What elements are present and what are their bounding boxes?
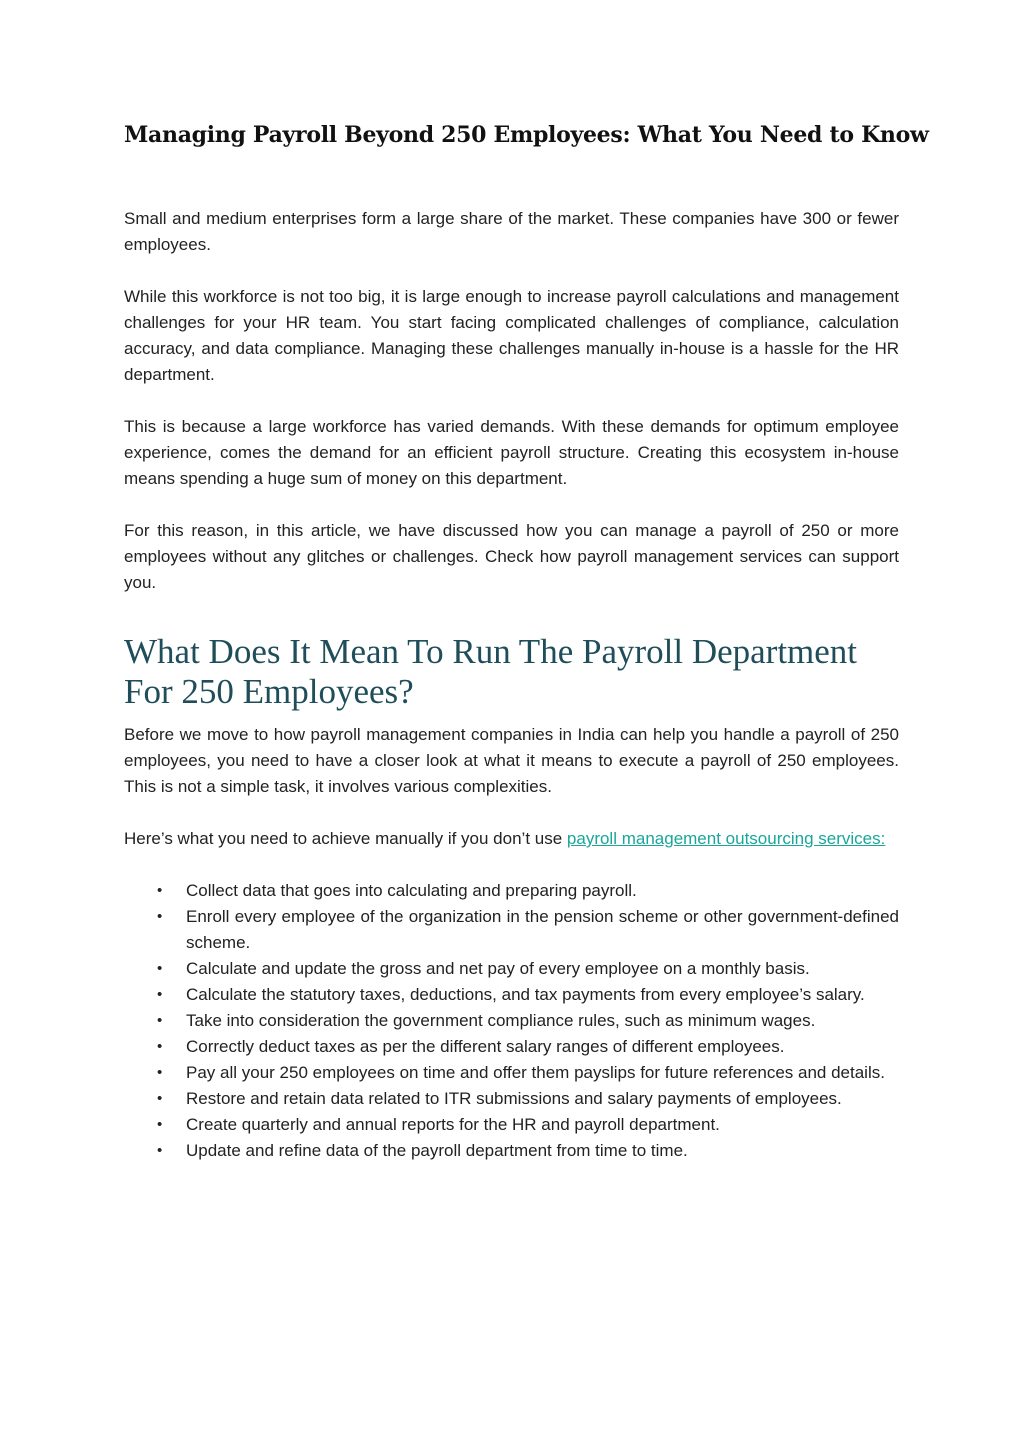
list-item [124, 1086, 899, 1112]
list-item-text: Calculate and update the gross and net pay of every employee on a monthly basis. [186, 959, 810, 978]
link-paragraph [124, 826, 899, 852]
document-title: Managing Payroll Beyond 250 Employees: What You Need to Know [124, 122, 929, 148]
list-item-text: Collect data that goes into calculating and preparing payroll. [186, 881, 637, 900]
list-item-text: Calculate the statutory taxes, deductions, and tax payments from every employee’s salary. [186, 985, 865, 1004]
intro-paragraph-2: While this workforce is not too big, it is large enough to increase payroll calculations and management challenges for your HR team. You start facing complicated challenges of compliance, calculation accuracy, and data compliance. Managing these challenges manually in-house is a hassle for the HR department. [124, 287, 899, 384]
payroll-outsourcing-link[interactable]: payroll management outsourcing services: [566, 829, 886, 848]
section-paragraph: Before we move to how payroll management companies in India can help you handle a payroll of 250 employees, you need to have a closer look at what it means to execute a payroll of 250 employees. This is not a simple task, it involves various complexities. [124, 725, 899, 796]
bullet-icon: • [157, 1116, 163, 1133]
list-item-text: Take into consideration the government compliance rules, such as minimum wages. [186, 1011, 816, 1030]
intro-paragraph-1: Small and medium enterprises form a large share of the market. These companies have 300 or fewer employees. [124, 209, 899, 254]
list-item [124, 1112, 899, 1138]
bullet-icon: • [157, 1012, 163, 1029]
list-item-text: Enroll every employee of the organization in the pension scheme or other government-defined scheme. [186, 907, 899, 952]
bullet-icon: • [157, 1090, 163, 1107]
list-item [124, 982, 899, 1008]
link-lead-text: Here’s what you need to achieve manually if you don’t use [124, 829, 567, 848]
list-item [124, 1008, 899, 1034]
list-item [124, 904, 899, 956]
list-item-text: Create quarterly and annual reports for the HR and payroll department. [186, 1115, 720, 1134]
intro-paragraph-4: For this reason, in this article, we have discussed how you can manage a payroll of 250 or more employees without any glitches or challenges. Check how payroll management services can support you. [124, 521, 899, 592]
list-item-text: Pay all your 250 employees on time and offer them payslips for future references and details. [186, 1063, 885, 1082]
list-item [124, 956, 899, 982]
bullet-icon: • [157, 908, 163, 925]
list-item-text: Update and refine data of the payroll department from time to time. [186, 1141, 688, 1160]
intro-paragraph-3: This is because a large workforce has varied demands. With these demands for optimum employee experience, comes the demand for an efficient payroll structure. Creating this ecosystem in-house means spending a huge sum of money on this department. [124, 417, 899, 488]
bullet-icon: • [157, 1038, 163, 1055]
list-item [124, 878, 899, 904]
bullet-icon: • [157, 882, 163, 899]
section-heading: What Does It Mean To Run The Payroll Department For 250 Employees? [124, 632, 858, 711]
list-item [124, 1138, 899, 1164]
article-body [124, 206, 899, 1164]
bullet-icon: • [157, 1142, 163, 1159]
list-item [124, 1060, 899, 1086]
task-list [124, 878, 899, 1164]
list-item-text: Correctly deduct taxes as per the different salary ranges of different employees. [186, 1037, 785, 1056]
bullet-icon: • [157, 960, 163, 977]
list-item-text: Restore and retain data related to ITR submissions and salary payments of employees. [186, 1089, 842, 1108]
list-item [124, 1034, 899, 1060]
bullet-icon: • [157, 986, 163, 1003]
bullet-icon: • [157, 1064, 163, 1081]
